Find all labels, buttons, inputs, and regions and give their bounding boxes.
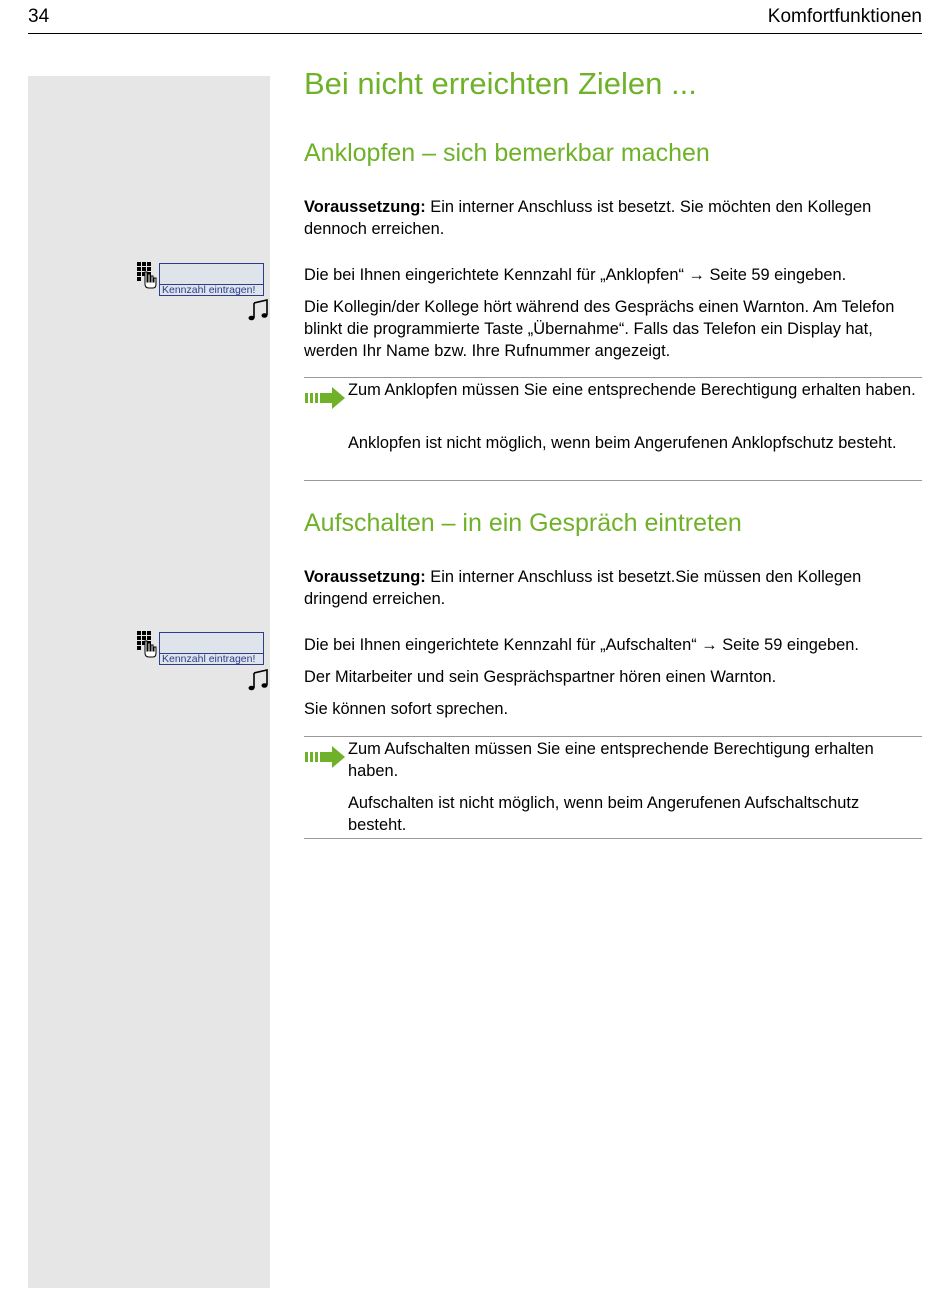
prerequisite-aufschalten [304,566,924,610]
note-restriction-aufschalten: Aufschalten ist nicht möglich, wenn beim Angerufenen Aufschaltschutz besteht. [348,794,860,834]
note-restriction-anklopfen: Anklopfen ist nicht möglich, wenn beim Angerufenen Anklopfschutz besteht. [348,434,897,452]
note-bottom-divider [304,838,922,839]
note-top-divider [304,377,922,378]
prerequisite-label: Voraussetzung: [304,568,426,586]
music-note-icon [248,669,270,691]
field-label: Kennzahl eintragen! [162,284,256,296]
section-heading-anklopfen: Anklopfen – sich bemerkbar machen [304,139,710,167]
prerequisite-anklopfen [304,196,924,240]
description-anklopfen: Die Kollegin/der Kollege hört während des Gesprächs einen Warnton. Am Telefon blinkt die programmierte Taste „Übernahme“. Falls das Telefon ein Display hat, werden Ihr Name bzw. Ihre Rufnummer angezeigt. [304,298,895,360]
music-note-icon [248,299,270,321]
prerequisite-label: Voraussetzung: [304,198,426,216]
sidebar [28,76,270,1288]
step-instruction-aufschalten: Die bei Ihnen eingerichtete Kennzahl für „Aufschalten“ → Seite 59 eingeben. [304,636,859,654]
code-input-field[interactable] [159,632,264,665]
note-bottom-divider [304,480,922,481]
step-instruction-anklopfen: Die bei Ihnen eingerichtete Kennzahl für „Anklopfen“ → Seite 59 eingeben. [304,266,847,284]
note-permission-anklopfen: Zum Anklopfen müssen Sie eine entsprechende Berechtigung erhalten haben. [348,381,916,399]
description-warning-tone: Der Mitarbeiter und sein Gesprächspartner hören einen Warnton. [304,668,777,686]
chapter-title: Komfortfunktionen [767,6,922,27]
page-title: Bei nicht erreichten Zielen ... [304,66,697,101]
field-label: Kennzahl eintragen! [162,653,256,665]
description-speak-now: Sie können sofort sprechen. [304,700,509,718]
page-number: 34 [28,6,50,27]
keypad-icon [137,262,157,290]
header-divider [28,33,922,34]
prerequisite-text: Ein interner Anschluss ist besetzt.Sie müssen den Kollegen dringend erreichen. [304,568,862,608]
section-heading-aufschalten: Aufschalten – in ein Gespräch eintreten [304,509,742,537]
code-input-field[interactable] [159,263,264,296]
arrow-note-icon [304,386,346,410]
keypad-icon [137,631,157,659]
prerequisite-text: Ein interner Anschluss ist besetzt. Sie möchten den Kollegen dennoch erreichen. [304,198,872,238]
arrow-note-icon [304,745,346,769]
note-permission-aufschalten: Zum Aufschalten müssen Sie eine entsprechende Berechtigung erhalten haben. [348,740,874,780]
note-top-divider [304,736,922,737]
